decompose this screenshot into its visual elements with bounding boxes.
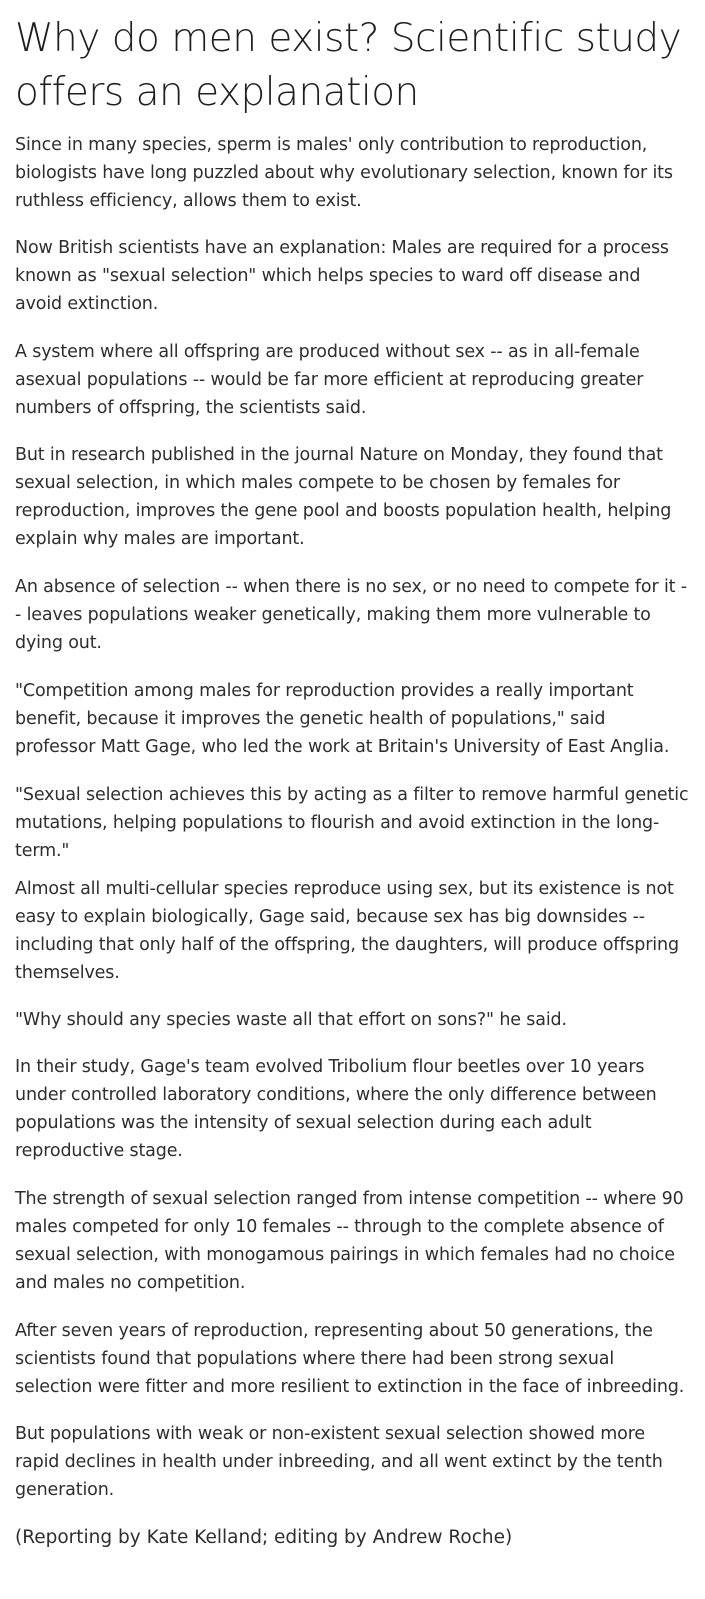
article-paragraph: Since in many species, sperm is males' only contribution to reproduction, biologists have long puzzled about why evolutionary selection, known for its ruthless efficiency, allows them to exist. <box>15 135 673 211</box>
article-paragraph: "Sexual selection achieves this by acting as a filter to remove harmful genetic mutations, helping populations to flourish and avoid extinction in the long-term." <box>15 785 689 861</box>
article-paragraph: The strength of sexual selection ranged from intense competition -- where 90 males competed for only 10 females -- through to the complete absence of sexual selection, with monogamous pairings in which females had no choice and males no competition. <box>15 1189 684 1293</box>
article-paragraph: A system where all offspring are produced without sex -- as in all-female asexual populations -- would be far more efficient at reproducing greater numbers of offspring, the scientists said. <box>15 342 644 418</box>
article-paragraph: But in research published in the journal Nature on Monday, they found that sexual selection, in which males compete to be chosen by females for reproduction, improves the gene pool and boosts population health, helping explain why males are important. <box>15 445 672 549</box>
article-paragraph: After seven years of reproduction, representing about 50 generations, the scientists found that populations where there had been strong sexual selection were fitter and more resilient to extinction in the face of inbreeding. <box>15 1321 685 1397</box>
article-paragraph: "Why should any species waste all that effort on sons?" he said. <box>15 1010 567 1030</box>
article-paragraph: An absence of selection -- when there is no sex, or no need to compete for it -- leaves populations weaker genetically, making them more vulnerable to dying out. <box>15 577 687 653</box>
article-paragraph: Almost all multi-cellular species reproduce using sex, but its existence is not easy to explain biologically, Gage said, because sex has big downsides -- including that only half of the offspring, the daughters, will produce offspring themselves. <box>15 879 679 983</box>
article-paragraph: In their study, Gage's team evolved Tribolium flour beetles over 10 years under controlled laboratory conditions, where the only difference between populations was the intensity of sexual selection during each adult reproductive stage. <box>15 1057 657 1161</box>
article-headline: Why do men exist? Scientific study offers an explanation <box>15 16 682 115</box>
article-paragraph: Now British scientists have an explanation: Males are required for a process known as "sexual selection" which helps species to ward off disease and avoid extinction. <box>15 238 669 314</box>
article-paragraph: But populations with weak or non-existent sexual selection showed more rapid declines in health under inbreeding, and all went extinct by the tenth generation. <box>15 1424 663 1500</box>
article-paragraph: "Competition among males for reproduction provides a really important benefit, because it improves the genetic health of populations," said professor Matt Gage, who led the work at Britain's University of East Anglia. <box>15 681 670 757</box>
article-credit: (Reporting by Kate Kelland; editing by Andrew Roche) <box>15 1527 513 1548</box>
